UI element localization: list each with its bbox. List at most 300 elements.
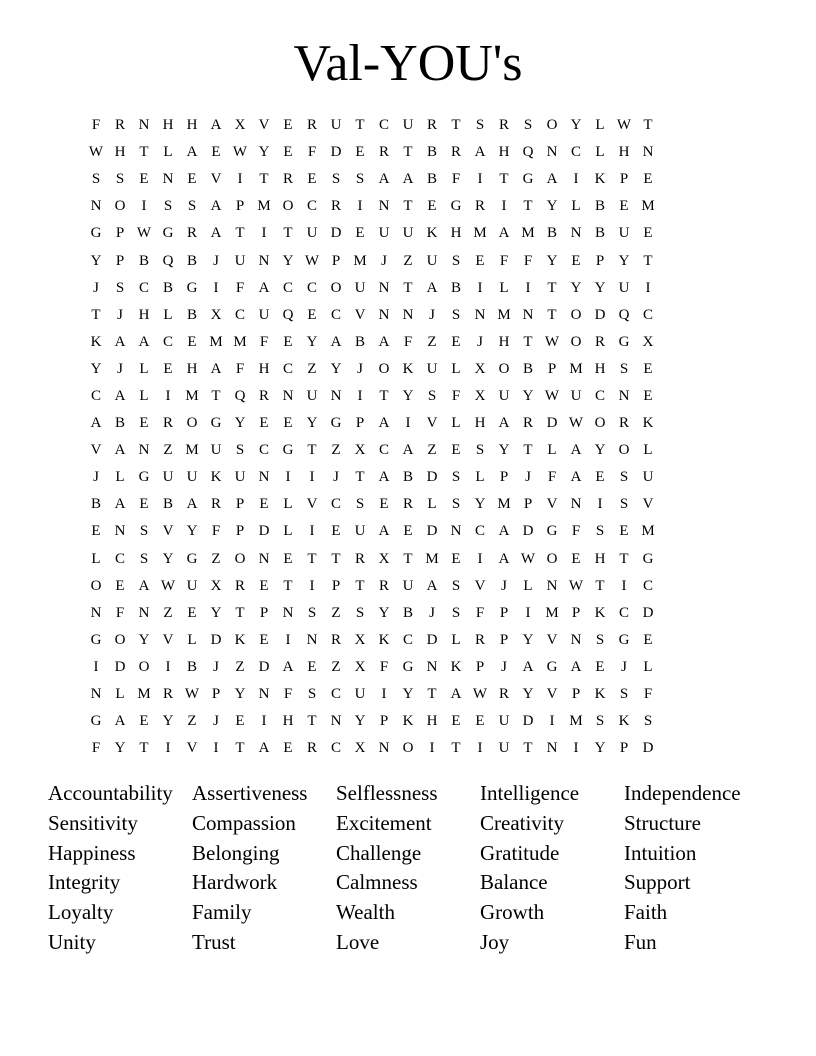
grid-letter: Y bbox=[402, 686, 414, 703]
grid-letter: H bbox=[426, 713, 438, 730]
grid-letter: M bbox=[473, 225, 487, 242]
grid-letter: G bbox=[90, 631, 102, 648]
grid-letter: O bbox=[282, 198, 294, 215]
word-bank-item: Creativity bbox=[480, 810, 564, 835]
grid-letter: P bbox=[115, 252, 125, 269]
grid-letter: S bbox=[355, 496, 365, 513]
grid-letter: O bbox=[114, 198, 126, 215]
grid-letter: I bbox=[285, 469, 291, 486]
grid-letter: T bbox=[139, 144, 149, 161]
grid-letter: G bbox=[210, 415, 222, 432]
grid-letter: I bbox=[381, 686, 387, 703]
grid-letter: L bbox=[595, 144, 605, 161]
grid-letter: E bbox=[115, 577, 125, 594]
grid-letter: F bbox=[307, 144, 317, 161]
grid-letter: L bbox=[499, 279, 509, 296]
grid-letter: A bbox=[258, 279, 270, 296]
grid-letter: I bbox=[93, 658, 99, 675]
grid-letter: N bbox=[570, 496, 582, 513]
grid-letter: D bbox=[426, 631, 438, 648]
grid-letter: U bbox=[234, 469, 246, 486]
grid-letter: F bbox=[91, 740, 101, 757]
grid-letter: D bbox=[594, 306, 606, 323]
grid-letter: B bbox=[450, 279, 461, 296]
grid-letter: N bbox=[402, 306, 414, 323]
grid-letter: Y bbox=[162, 713, 174, 730]
grid-letter: X bbox=[354, 740, 366, 757]
grid-letter: L bbox=[643, 658, 653, 675]
grid-letter: R bbox=[258, 387, 269, 404]
grid-letter: U bbox=[354, 686, 366, 703]
grid-letter: P bbox=[619, 740, 629, 757]
grid-letter: R bbox=[234, 577, 245, 594]
grid-letter: G bbox=[138, 469, 150, 486]
grid-letter: Y bbox=[522, 686, 534, 703]
grid-letter: M bbox=[641, 523, 655, 540]
grid-letter: C bbox=[162, 333, 173, 350]
grid-letter: E bbox=[595, 469, 605, 486]
word-bank-item: Accountability bbox=[48, 781, 173, 805]
grid-row bbox=[84, 735, 732, 762]
word-bank-item: Sensitivity bbox=[48, 810, 138, 835]
grid-letter: I bbox=[213, 279, 219, 296]
grid-letter: A bbox=[570, 469, 582, 486]
grid-letter: E bbox=[235, 713, 245, 730]
grid-row bbox=[84, 166, 732, 193]
grid-letter: L bbox=[475, 469, 485, 486]
word-bank-item: Loyalty bbox=[48, 900, 114, 925]
grid-letter: D bbox=[114, 658, 126, 675]
grid-letter: J bbox=[381, 252, 387, 269]
grid-letter: V bbox=[546, 686, 558, 703]
grid-letter: K bbox=[426, 225, 438, 242]
grid-letter: U bbox=[402, 117, 414, 134]
grid-letter: E bbox=[571, 252, 581, 269]
grid-letter: T bbox=[403, 279, 413, 296]
grid-letter: E bbox=[91, 523, 101, 540]
grid-letter: T bbox=[403, 144, 413, 161]
grid-letter: B bbox=[594, 198, 605, 215]
grid-letter: S bbox=[619, 496, 629, 513]
word-bank-item: Challenge bbox=[336, 840, 422, 865]
grid-letter: M bbox=[425, 550, 439, 567]
grid-letter: G bbox=[186, 550, 198, 567]
grid-letter: Y bbox=[474, 496, 486, 513]
grid-letter: N bbox=[258, 686, 270, 703]
grid-letter: B bbox=[138, 252, 149, 269]
grid-letter: U bbox=[210, 442, 222, 459]
grid-letter: M bbox=[521, 225, 535, 242]
grid-letter: S bbox=[115, 171, 125, 188]
grid-letter: J bbox=[429, 306, 435, 323]
grid-letter: I bbox=[525, 604, 531, 621]
grid-letter: K bbox=[450, 658, 462, 675]
word-bank-item: Love bbox=[336, 929, 380, 954]
grid-letter: O bbox=[570, 306, 582, 323]
grid-letter: T bbox=[643, 117, 653, 134]
grid-letter: F bbox=[283, 686, 293, 703]
word-bank-item: Wealth bbox=[336, 900, 395, 925]
grid-row bbox=[84, 654, 732, 681]
grid-letter: W bbox=[184, 686, 200, 703]
grid-letter: B bbox=[186, 658, 197, 675]
grid-letter: O bbox=[330, 279, 342, 296]
grid-letter: R bbox=[594, 333, 605, 350]
grid-letter: G bbox=[450, 198, 462, 215]
grid-letter: E bbox=[283, 415, 293, 432]
grid-letter: I bbox=[357, 387, 363, 404]
grid-letter: A bbox=[210, 225, 222, 242]
grid-letter: R bbox=[618, 415, 629, 432]
grid-letter: L bbox=[115, 469, 125, 486]
grid-letter: S bbox=[451, 577, 461, 594]
grid-letter: I bbox=[645, 279, 651, 296]
grid-letter: P bbox=[571, 686, 581, 703]
grid-letter: S bbox=[355, 171, 365, 188]
grid-letter: A bbox=[546, 171, 558, 188]
grid-letter: X bbox=[474, 360, 486, 377]
grid-row bbox=[84, 491, 732, 518]
grid-letter: W bbox=[160, 577, 176, 594]
grid-letter: O bbox=[546, 550, 558, 567]
grid-letter: F bbox=[451, 387, 461, 404]
grid-letter: U bbox=[378, 225, 390, 242]
grid-letter: Z bbox=[331, 658, 341, 675]
grid-letter: L bbox=[187, 631, 197, 648]
grid-letter: V bbox=[162, 523, 174, 540]
grid-letter: S bbox=[451, 252, 461, 269]
grid-letter: M bbox=[209, 333, 223, 350]
grid-letter: E bbox=[283, 333, 293, 350]
grid-letter: K bbox=[594, 604, 606, 621]
word-bank-item: Independence bbox=[624, 781, 741, 805]
grid-letter: Y bbox=[306, 415, 318, 432]
grid-letter: Q bbox=[618, 306, 630, 323]
grid-letter: S bbox=[475, 117, 485, 134]
word-bank-item: Hardwork bbox=[192, 870, 278, 895]
grid-letter: P bbox=[595, 252, 605, 269]
grid-letter: U bbox=[234, 252, 246, 269]
grid-letter: T bbox=[499, 171, 509, 188]
grid-letter: W bbox=[544, 387, 560, 404]
grid-letter: B bbox=[186, 252, 197, 269]
grid-letter: T bbox=[355, 117, 365, 134]
grid-letter: C bbox=[330, 496, 341, 513]
grid-letter: G bbox=[618, 631, 630, 648]
grid-letter: E bbox=[283, 550, 293, 567]
grid-letter: L bbox=[115, 686, 125, 703]
grid-letter: S bbox=[619, 469, 629, 486]
grid-letter: C bbox=[330, 740, 341, 757]
grid-letter: L bbox=[283, 496, 293, 513]
grid-letter: H bbox=[498, 144, 510, 161]
grid-letter: J bbox=[213, 713, 219, 730]
word-bank-item: Selflessness bbox=[336, 781, 438, 805]
grid-letter: A bbox=[330, 333, 342, 350]
grid-letter: A bbox=[90, 415, 102, 432]
grid-row bbox=[84, 193, 732, 220]
grid-letter: A bbox=[426, 279, 438, 296]
grid-letter: U bbox=[258, 306, 270, 323]
grid-letter: L bbox=[451, 415, 461, 432]
grid-letter: J bbox=[357, 360, 363, 377]
grid-letter: N bbox=[618, 387, 630, 404]
grid-letter: N bbox=[258, 550, 270, 567]
grid-letter: H bbox=[186, 360, 198, 377]
grid-letter: A bbox=[282, 658, 294, 675]
grid-row bbox=[84, 329, 732, 356]
grid-letter: R bbox=[474, 198, 485, 215]
grid-letter: C bbox=[570, 144, 581, 161]
grid-letter: D bbox=[258, 523, 270, 540]
grid-letter: Y bbox=[186, 523, 198, 540]
grid-letter: X bbox=[210, 577, 222, 594]
grid-letter: Y bbox=[90, 252, 102, 269]
grid-letter: C bbox=[306, 198, 317, 215]
grid-letter: I bbox=[597, 496, 603, 513]
grid-row bbox=[84, 464, 732, 491]
grid-letter: N bbox=[330, 387, 342, 404]
grid-letter: T bbox=[427, 686, 437, 703]
grid-letter: U bbox=[642, 469, 654, 486]
grid-letter: F bbox=[451, 171, 461, 188]
grid-letter: Y bbox=[618, 252, 630, 269]
grid-letter: B bbox=[114, 415, 125, 432]
grid-letter: Y bbox=[282, 252, 294, 269]
grid-letter: I bbox=[477, 550, 483, 567]
grid-letter: A bbox=[138, 577, 150, 594]
grid-letter: X bbox=[210, 306, 222, 323]
grid-letter: Z bbox=[427, 333, 437, 350]
grid-letter: F bbox=[379, 658, 389, 675]
grid-letter: E bbox=[283, 144, 293, 161]
grid-letter: Y bbox=[570, 279, 582, 296]
grid-letter: N bbox=[114, 523, 126, 540]
grid-letter: S bbox=[595, 523, 605, 540]
grid-letter: C bbox=[618, 604, 629, 621]
grid-letter: N bbox=[258, 252, 270, 269]
grid-letter: H bbox=[282, 713, 294, 730]
grid-letter: B bbox=[186, 306, 197, 323]
grid-letter: C bbox=[282, 360, 293, 377]
grid-letter: L bbox=[91, 550, 101, 567]
grid-letter: L bbox=[283, 523, 293, 540]
grid-letter: I bbox=[309, 523, 315, 540]
grid-letter: F bbox=[475, 604, 485, 621]
grid-letter: V bbox=[186, 740, 198, 757]
grid-letter: R bbox=[162, 415, 173, 432]
grid-letter: Y bbox=[162, 550, 174, 567]
grid-letter: Z bbox=[307, 360, 317, 377]
grid-letter: W bbox=[136, 225, 152, 242]
grid-letter: Y bbox=[210, 604, 222, 621]
grid-letter: L bbox=[139, 387, 149, 404]
grid-letter: E bbox=[307, 171, 317, 188]
grid-row bbox=[84, 356, 732, 383]
grid-letter: Z bbox=[331, 442, 341, 459]
grid-letter: A bbox=[210, 360, 222, 377]
grid-letter: A bbox=[258, 740, 270, 757]
grid-letter: F bbox=[403, 333, 413, 350]
grid-letter: W bbox=[304, 252, 320, 269]
grid-letter: N bbox=[378, 279, 390, 296]
grid-letter: K bbox=[402, 713, 414, 730]
grid-letter: B bbox=[162, 279, 173, 296]
grid-letter: U bbox=[186, 469, 198, 486]
grid-letter: P bbox=[499, 469, 509, 486]
grid-letter: C bbox=[258, 442, 269, 459]
grid-letter: P bbox=[523, 496, 533, 513]
grid-letter: E bbox=[451, 442, 461, 459]
grid-letter: E bbox=[187, 333, 197, 350]
grid-letter: O bbox=[378, 360, 390, 377]
grid-letter: H bbox=[138, 306, 150, 323]
grid-letter: H bbox=[474, 415, 486, 432]
grid-letter: K bbox=[210, 469, 222, 486]
grid-letter: E bbox=[595, 658, 605, 675]
grid-letter: T bbox=[355, 577, 365, 594]
grid-letter: A bbox=[570, 658, 582, 675]
grid-letter: I bbox=[261, 713, 267, 730]
grid-letter: D bbox=[522, 523, 534, 540]
grid-letter: D bbox=[546, 415, 558, 432]
grid-letter: M bbox=[185, 387, 199, 404]
grid-letter: Z bbox=[427, 442, 437, 459]
grid-letter: R bbox=[354, 550, 365, 567]
grid-letter: U bbox=[402, 225, 414, 242]
grid-letter: I bbox=[165, 740, 171, 757]
grid-letter: S bbox=[619, 360, 629, 377]
grid-letter: N bbox=[138, 604, 150, 621]
grid-letter: E bbox=[139, 713, 149, 730]
word-bank-item: Intelligence bbox=[480, 781, 580, 805]
grid-letter: U bbox=[162, 469, 174, 486]
grid-letter: T bbox=[283, 225, 293, 242]
grid-letter: G bbox=[546, 523, 558, 540]
grid-letter: F bbox=[115, 604, 125, 621]
grid-letter: A bbox=[378, 523, 390, 540]
grid-letter: V bbox=[474, 577, 486, 594]
grid-letter: N bbox=[138, 442, 150, 459]
grid-letter: U bbox=[186, 577, 198, 594]
grid-letter: G bbox=[282, 442, 294, 459]
grid-letter: Q bbox=[282, 306, 294, 323]
grid-letter: T bbox=[643, 252, 653, 269]
grid-letter: V bbox=[546, 496, 558, 513]
grid-letter: D bbox=[426, 523, 438, 540]
grid-letter: C bbox=[642, 577, 653, 594]
word-bank-item: Structure bbox=[624, 810, 701, 835]
word-bank-item: Unity bbox=[48, 929, 96, 954]
grid-letter: G bbox=[402, 658, 414, 675]
grid-letter: L bbox=[163, 144, 173, 161]
grid-letter: I bbox=[477, 171, 483, 188]
grid-letter: R bbox=[186, 225, 197, 242]
grid-letter: U bbox=[618, 279, 630, 296]
word-bank-item: Trust bbox=[192, 929, 236, 954]
grid-letter: F bbox=[571, 523, 581, 540]
grid-letter: A bbox=[498, 550, 510, 567]
grid-letter: L bbox=[427, 496, 437, 513]
grid-letter: A bbox=[114, 496, 126, 513]
grid-letter: K bbox=[618, 713, 630, 730]
grid-letter: I bbox=[141, 198, 147, 215]
grid-letter: S bbox=[307, 686, 317, 703]
grid-letter: C bbox=[114, 550, 125, 567]
grid-letter: J bbox=[621, 658, 627, 675]
grid-letter: N bbox=[642, 144, 654, 161]
grid-letter: D bbox=[522, 713, 534, 730]
grid-letter: D bbox=[330, 225, 342, 242]
grid-letter: A bbox=[114, 387, 126, 404]
grid-letter: S bbox=[355, 604, 365, 621]
grid-letter: T bbox=[235, 604, 245, 621]
grid-letter: V bbox=[258, 117, 270, 134]
grid-letter: I bbox=[309, 577, 315, 594]
grid-letter: T bbox=[547, 279, 557, 296]
grid-row bbox=[84, 627, 732, 654]
grid-letter: I bbox=[237, 171, 243, 188]
grid-letter: S bbox=[187, 198, 197, 215]
grid-letter: U bbox=[498, 713, 510, 730]
grid-letter: L bbox=[571, 198, 581, 215]
grid-letter: G bbox=[162, 225, 174, 242]
grid-letter: S bbox=[475, 442, 485, 459]
grid-letter: I bbox=[477, 740, 483, 757]
grid-letter: J bbox=[213, 658, 219, 675]
grid-letter: P bbox=[235, 496, 245, 513]
grid-row bbox=[84, 220, 732, 247]
grid-letter: T bbox=[307, 713, 317, 730]
grid-letter: O bbox=[90, 577, 102, 594]
word-bank-item: Integrity bbox=[48, 870, 121, 895]
grid-letter: M bbox=[257, 198, 271, 215]
grid-letter: A bbox=[378, 333, 390, 350]
grid-letter: U bbox=[306, 225, 318, 242]
grid-letter: S bbox=[451, 604, 461, 621]
grid-letter: V bbox=[162, 631, 174, 648]
grid-letter: R bbox=[162, 686, 173, 703]
grid-letter: E bbox=[379, 496, 389, 513]
word-bank-item: Support bbox=[624, 870, 691, 895]
grid-letter: Y bbox=[234, 415, 246, 432]
grid-letter: U bbox=[426, 360, 438, 377]
grid-letter: A bbox=[138, 333, 150, 350]
grid-letter: F bbox=[523, 252, 533, 269]
grid-letter: L bbox=[139, 360, 149, 377]
grid-letter: A bbox=[474, 144, 486, 161]
grid-letter: T bbox=[331, 550, 341, 567]
grid-letter: Y bbox=[546, 198, 558, 215]
grid-letter: Z bbox=[163, 604, 173, 621]
grid-letter: M bbox=[497, 496, 511, 513]
grid-letter: N bbox=[90, 604, 102, 621]
grid-letter: F bbox=[643, 686, 653, 703]
grid-letter: P bbox=[235, 198, 245, 215]
grid-letter: E bbox=[475, 713, 485, 730]
grid-row bbox=[84, 708, 732, 735]
grid-letter: W bbox=[568, 577, 584, 594]
grid-letter: T bbox=[235, 740, 245, 757]
grid-letter: A bbox=[378, 469, 390, 486]
grid-letter: X bbox=[378, 550, 390, 567]
grid-letter: H bbox=[450, 225, 462, 242]
grid-letter: P bbox=[115, 225, 125, 242]
grid-letter: I bbox=[357, 198, 363, 215]
grid-letter: E bbox=[187, 604, 197, 621]
grid-letter: A bbox=[378, 415, 390, 432]
grid-letter: Z bbox=[331, 604, 341, 621]
